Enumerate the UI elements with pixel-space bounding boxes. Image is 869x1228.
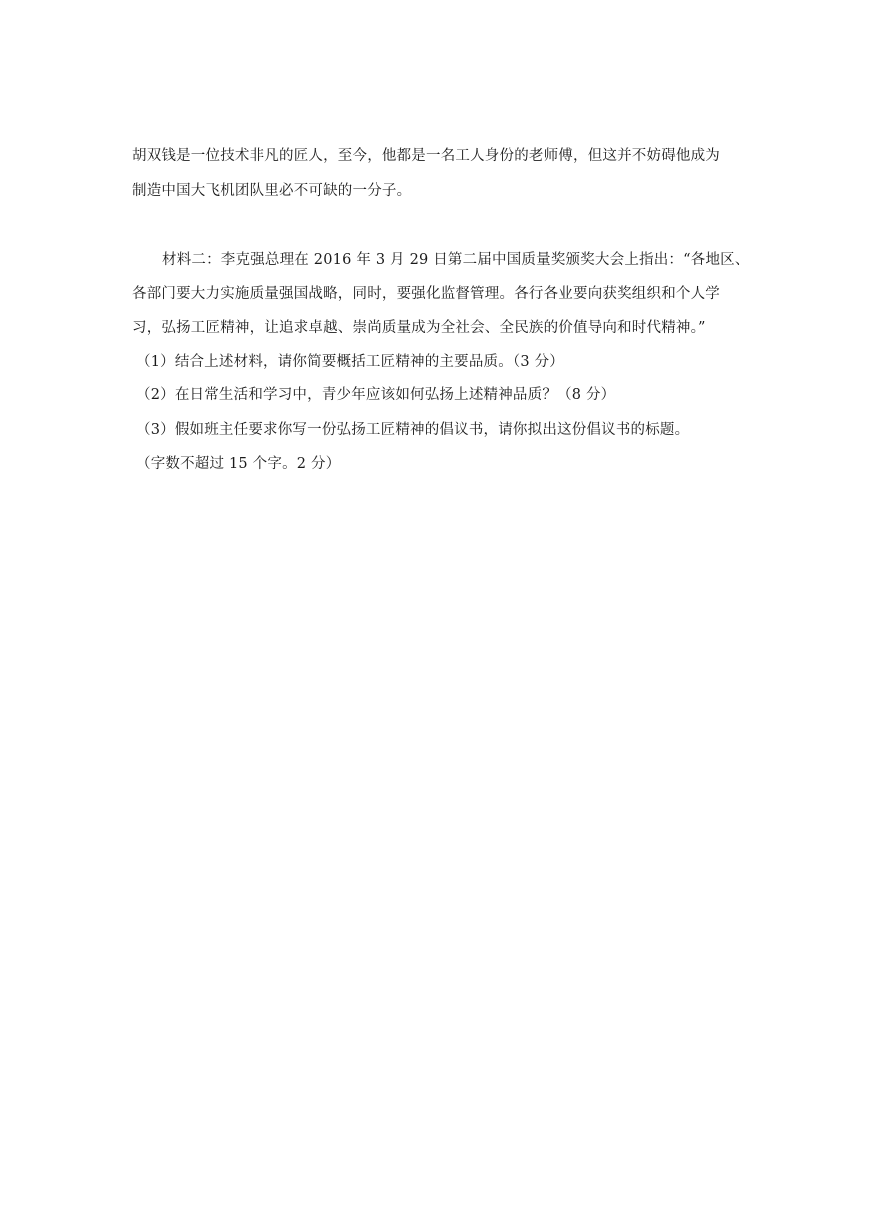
paragraph1-line1: 胡双钱是一位技术非凡的匠人，至今，他都是一名工人身份的老师傅，但这并不妨碍他成为 (132, 148, 720, 164)
question-3: （3）假如班主任要求你写一份弘扬工匠精神的倡议书，请你拟出这份倡议书的标题。 (136, 422, 690, 438)
question-1: （1）结合上述材料，请你简要概括工匠精神的主要品质。（3 分） (136, 354, 565, 370)
question-3-note: （字数不超过 15 个字。2 分） (136, 456, 341, 472)
material2-line1: 材料二：李克强总理在 2016 年 3 月 29 日第二届中国质量奖颁奖大会上指出：“各地区、 (162, 252, 750, 268)
paragraph1-line2: 制造中国大飞机团队里必不可缺的一分子。 (132, 183, 412, 199)
material2-line2: 各部门要大力实施质量强国战略，同时，要强化监督管理。各行各业要向获奖组织和个人学 (132, 286, 720, 302)
question-2: （2）在日常生活和学习中，青少年应该如何弘扬上述精神品质？（8 分） (136, 387, 616, 403)
material2-line3: 习，弘扬工匠精神，让追求卓越、崇尚质量成为全社会、全民族的价值导向和时代精神。” (132, 320, 706, 336)
